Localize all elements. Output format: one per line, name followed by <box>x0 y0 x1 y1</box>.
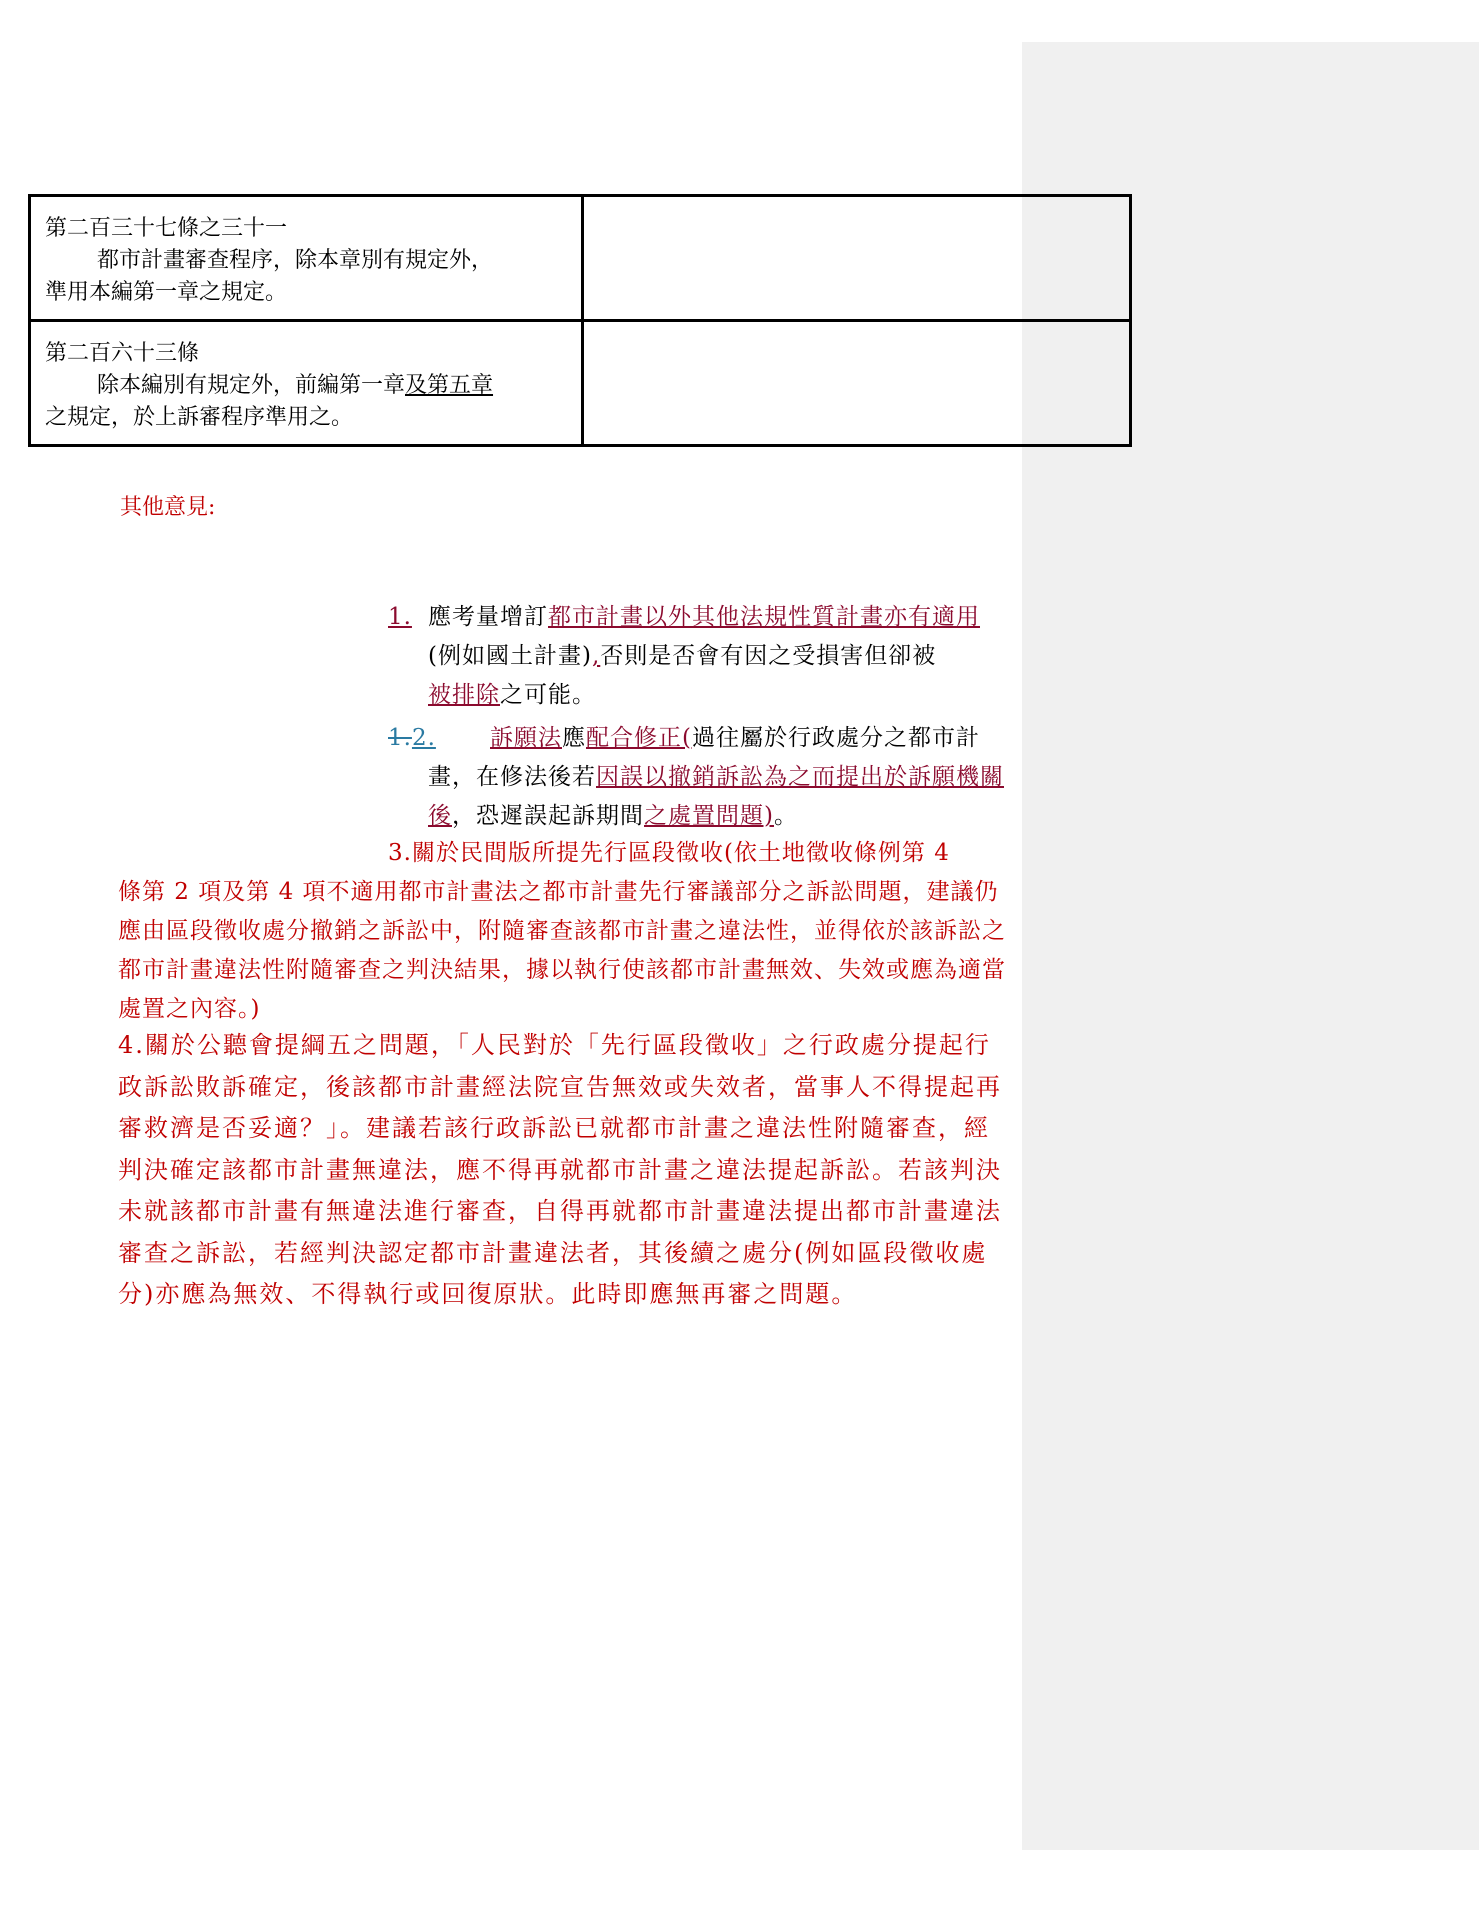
inserted-text: 都市計畫以外其他法規性質計畫亦有適用 <box>548 604 980 630</box>
article-text-line: 準用本編第一章之規定。 <box>45 280 288 305</box>
paragraph-first-line: 3.關於民間版所提先行區段徵收(依土地徵收條例第 4 <box>388 840 950 866</box>
inserted-text: 配合修正( <box>586 725 692 751</box>
article-heading: 第二百六十三條 <box>45 341 200 366</box>
article-text-line: 都市計畫審查程序，除本章別有規定外， <box>97 248 494 273</box>
law-article-table <box>28 194 1132 447</box>
deleted-number: 1. <box>388 725 412 751</box>
text-run: 過往屬於行政處分之都市計畫，在修法後若 <box>428 725 980 790</box>
article-cell <box>30 321 583 446</box>
list-number: 1. <box>388 604 412 630</box>
opinion-list <box>388 598 1013 836</box>
article-text-line <box>45 370 567 402</box>
list-item <box>388 719 1013 836</box>
paragraph-body: 條第 2 項及第 4 項不適用都市計畫法之都市計畫先行審議部分之訴訟問題，建議仍應由區段徵收處分撤銷之訴訟中，附隨審查該都市計畫之違法性，並得依於該訴訟之都市計畫違法性附隨審查之判決結果，據以執行使該都市計畫無效、失效或應為適當處置之內容。) <box>118 879 1006 1022</box>
article-text: 除本編別有規定外，前編第一章 <box>97 373 406 398</box>
inserted-text: 因誤以撤銷訴訟為之而提出於訴願機關後 <box>428 764 1004 829</box>
inserted-text: , <box>591 643 601 669</box>
opinion-paragraph-3 <box>118 834 1008 1029</box>
inserted-text: 之處置問題) <box>644 803 774 829</box>
text-run: 之可能。 <box>500 682 596 708</box>
inserted-text: 訴願法 <box>490 725 562 751</box>
empty-cell <box>583 321 1131 446</box>
article-text-line: 之規定，於上訴審程序準用之。 <box>45 405 354 430</box>
text-run: (例如國土計畫) <box>428 643 592 669</box>
text-run: 應 <box>562 725 586 751</box>
inserted-text: 被排除 <box>428 682 500 708</box>
list-item <box>388 598 1013 715</box>
text-run: 。 <box>773 803 798 829</box>
opinion-paragraph-4: 4.關於公聽會提綱五之問題，「人民對於「先行區段徵收」之行政處分提起行政訴訟敗訴確定，後該都市計畫經法院宣告無效或失效者，當事人不得提起再審救濟是否妥適？」。建議若該行政訴訟已就都市計畫之違法性附隨審查，經判決確定該都市計畫無違法，應不得再就都市計畫之違法提起訴訟。若該判決未就該都市計畫有無違法進行審查，自得再就都市計畫違法提出都市計畫違法審查之訴訟，若經判決認定都市計畫違法者，其後續之處分(例如區段徵收處分)亦應為無效、不得執行或回復原狀。此時即應無再審之問題。 <box>118 1031 1002 1308</box>
table-row <box>30 321 1131 446</box>
underlined-text: 及第五章 <box>405 373 494 398</box>
text-run: 否則是否會有因之受損害但卻被 <box>600 643 937 669</box>
other-opinions-label: 其他意見: <box>120 495 216 520</box>
list-number <box>388 719 436 758</box>
text-run: ，恐遲誤起訴期間 <box>452 803 644 829</box>
article-heading: 第二百三十七條之三十一 <box>45 216 288 241</box>
empty-cell <box>583 196 1131 321</box>
table-row <box>30 196 1131 321</box>
article-cell <box>30 196 583 321</box>
text-run: 應考量增訂 <box>428 604 548 630</box>
inserted-number: 2. <box>411 725 436 751</box>
